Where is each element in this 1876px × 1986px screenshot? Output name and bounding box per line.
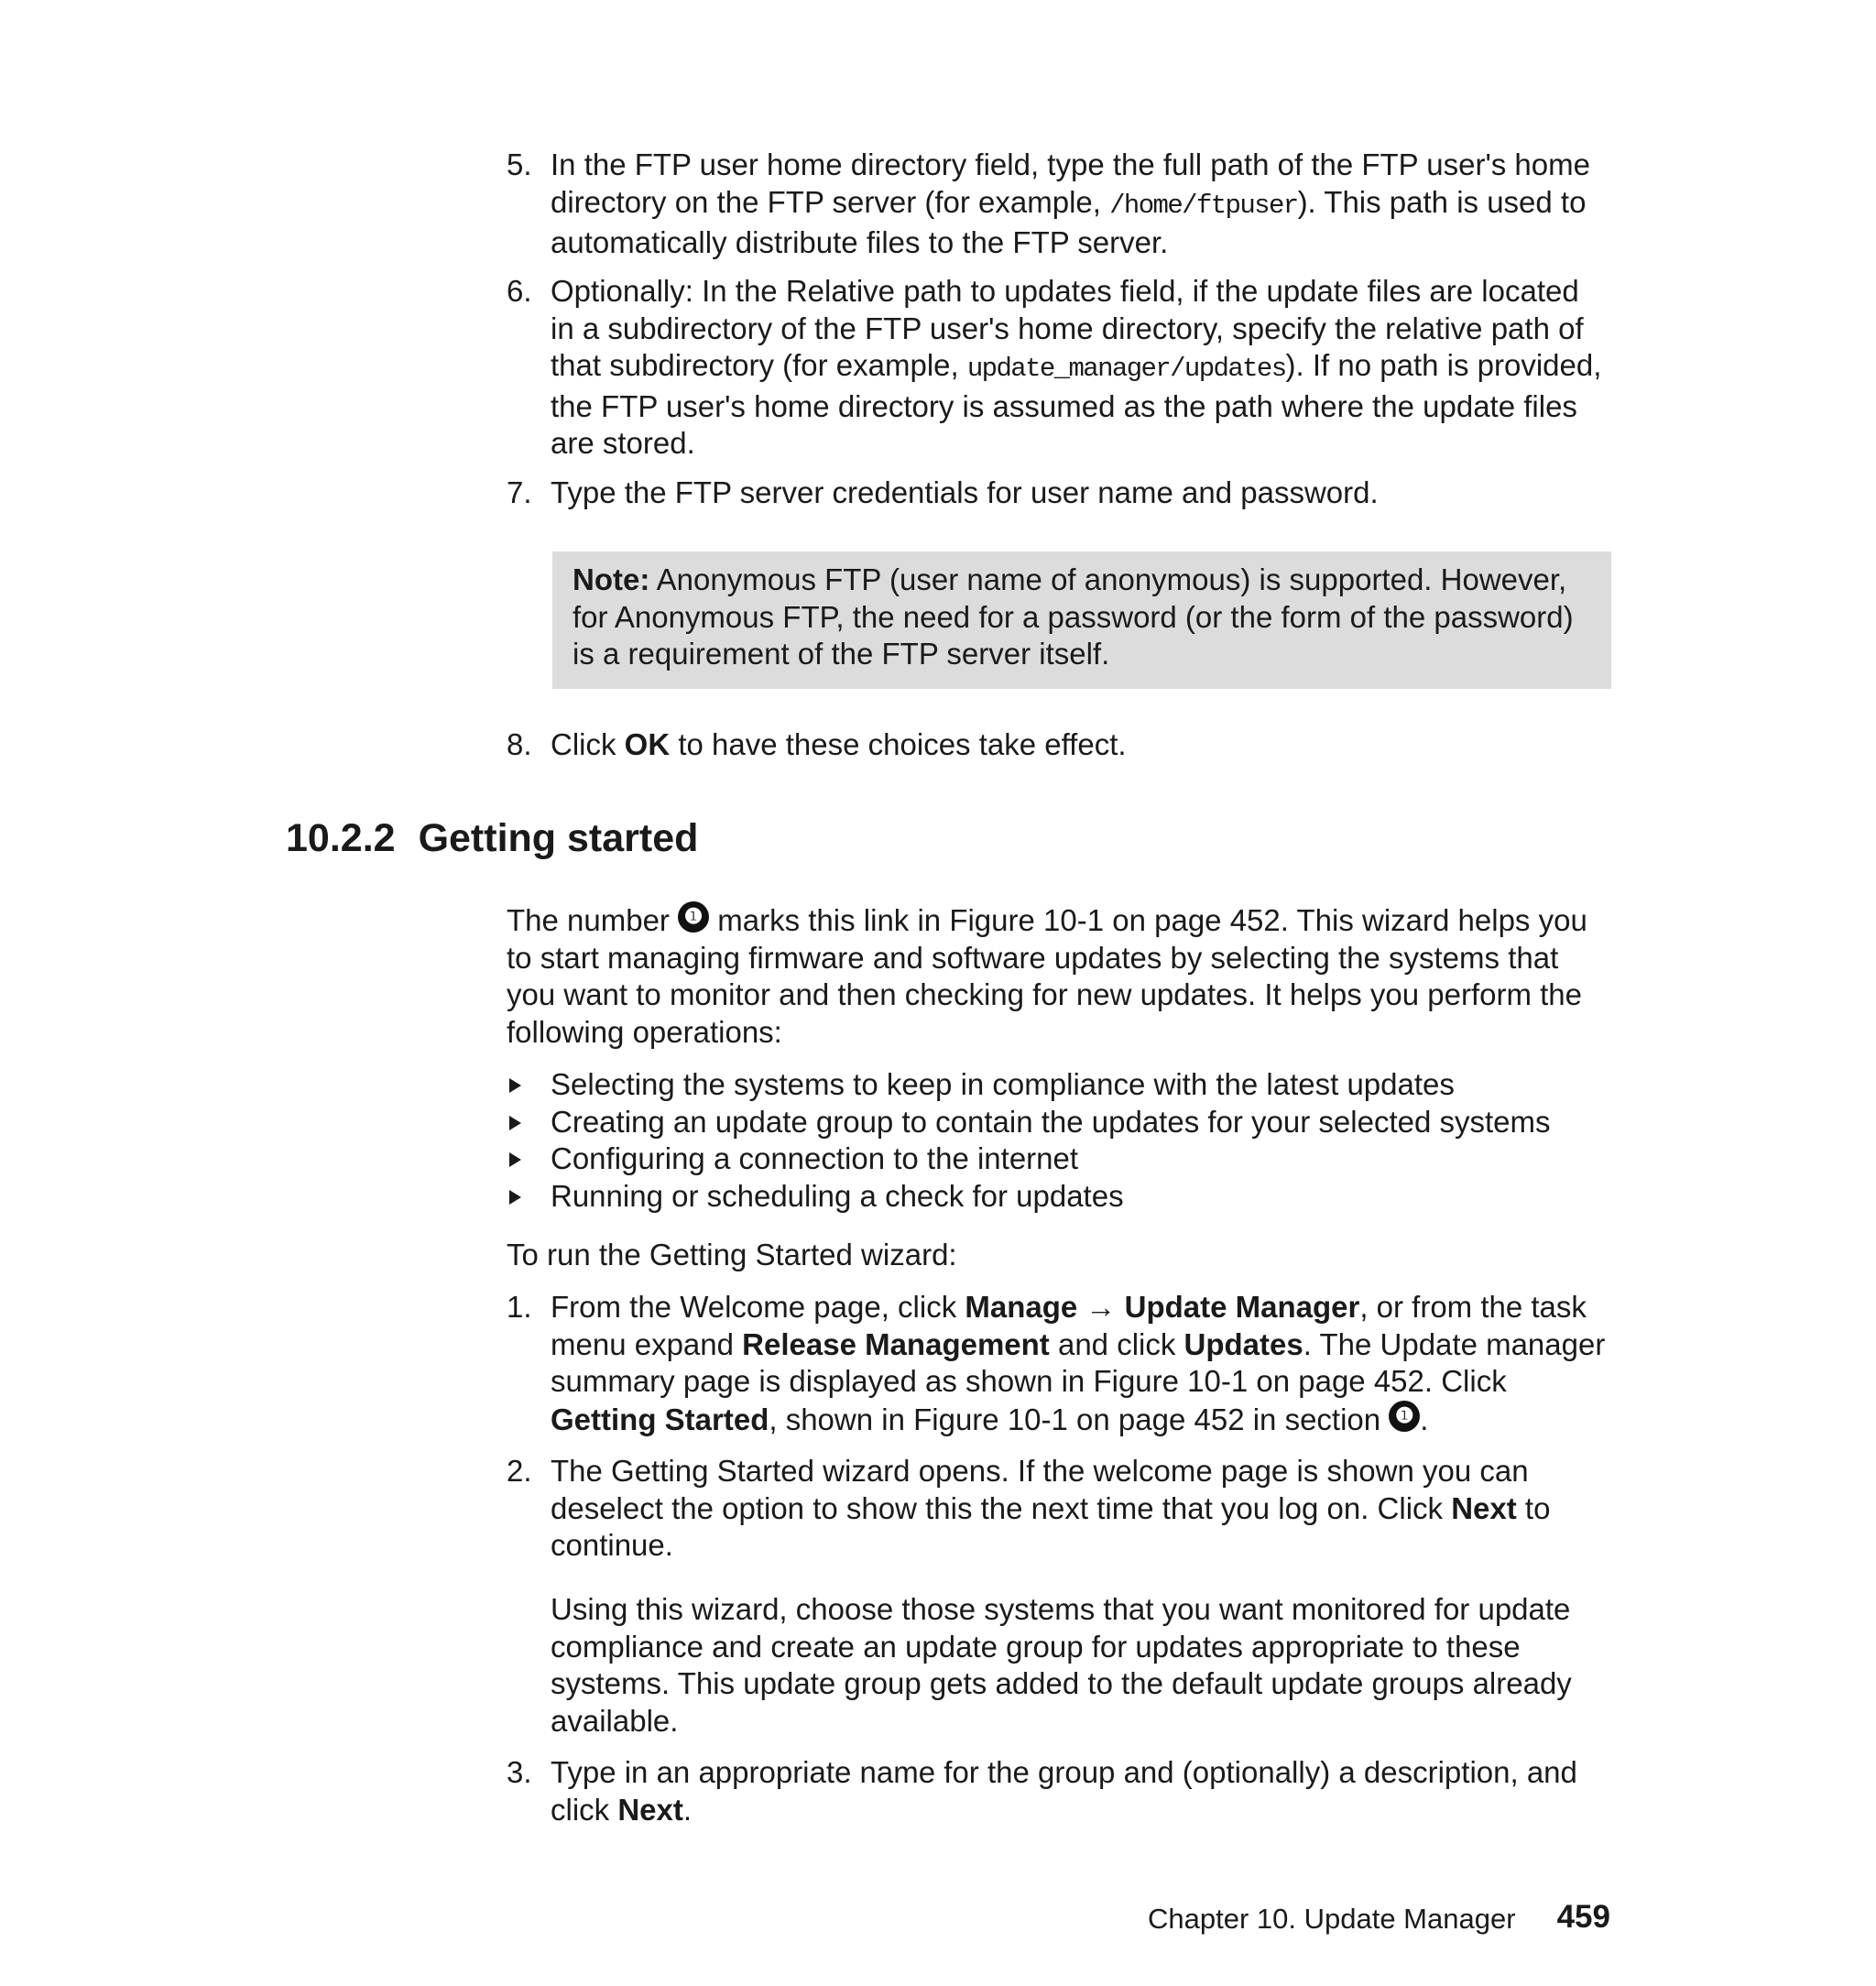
- ok-term: OK: [624, 727, 671, 761]
- list-item: [507, 273, 1610, 463]
- code-path: /home/ftpuser: [1109, 190, 1298, 221]
- step-text: In the FTP user home directory field, type the full path of the FTP user's home directory on the FTP server (for example,: [551, 147, 1590, 219]
- bullet-triangle-icon: [509, 1190, 521, 1205]
- step-text: Click: [551, 727, 625, 761]
- section-heading: [286, 815, 698, 861]
- list-item: [507, 1178, 1610, 1216]
- updates-term: Updates: [1183, 1326, 1303, 1361]
- list-item: [507, 475, 1610, 512]
- run-step-2-paragraph: [551, 1591, 1610, 1740]
- step-number: 5.: [507, 147, 532, 181]
- list-item: [507, 1453, 1610, 1565]
- step-number: 6.: [507, 274, 532, 308]
- step-number: 1.: [507, 1290, 532, 1324]
- list-item: [507, 1289, 1610, 1438]
- next-term: Next: [1451, 1490, 1517, 1525]
- run-intro-text: To run the Getting Started wizard:: [507, 1238, 957, 1271]
- step-number: 2.: [507, 1454, 532, 1488]
- step-7: [507, 475, 1610, 512]
- step-text: .: [682, 1792, 693, 1827]
- bullet-text: Configuring a connection to the internet: [551, 1141, 1079, 1175]
- manage-term: Manage: [965, 1290, 1078, 1324]
- bullet-text: Creating an update group to contain the updates for your selected systems: [551, 1104, 1551, 1139]
- note-text: Anonymous FTP (user name of anonymous) is supported. However, for Anonymous FTP, the need for a password (or the form of the password) is a requirement of the FTP server itself.: [573, 562, 1574, 671]
- section-title: Getting started: [418, 816, 699, 860]
- step-paragraph: Using this wizard, choose those systems that you want monitored for update compliance and create an update group for updates appropriate to these systems. This update group gets added to the default update groups already available.: [551, 1592, 1572, 1738]
- list-item: [507, 726, 1610, 764]
- page-number: 459: [1556, 1899, 1610, 1935]
- step-8: [507, 726, 1610, 764]
- chapter-title: Chapter 10. Update Manager: [1148, 1903, 1516, 1935]
- step-5: [507, 147, 1610, 262]
- step-text: .: [1420, 1402, 1429, 1436]
- list-item: [507, 147, 1610, 262]
- run-step-1: [507, 1289, 1610, 1438]
- list-item: [507, 1140, 1610, 1178]
- list-item: [507, 1104, 1610, 1141]
- run-step-2: [507, 1453, 1610, 1565]
- section-number: 10.2.2: [286, 816, 396, 860]
- update-manager-term: Update Manager: [1124, 1290, 1360, 1324]
- step-number: 3.: [507, 1755, 532, 1789]
- step-text: Type the FTP server credentials for user name and password.: [551, 475, 1379, 509]
- step-text: , or from the task menu expand: [551, 1290, 1587, 1361]
- step-text: The Getting Started wizard opens. If the welcome page is shown you can deselect the option to show this the next time that you log on. Click: [551, 1454, 1529, 1525]
- run-intro: [507, 1237, 1610, 1274]
- bullet-triangle-icon: [509, 1152, 521, 1167]
- step-6: [507, 273, 1610, 463]
- bullet-triangle-icon: [509, 1116, 521, 1130]
- step-text: Optionally: In the Relative path to updates field, if the update files are located in a subdirectory of the FTP user's home directory, specify the relative path of that subdirectory (for example,: [551, 274, 1584, 382]
- bullet-text: Running or scheduling a check for updates: [551, 1178, 1124, 1213]
- arrow-glyph: →: [1077, 1290, 1125, 1324]
- step-text: From the Welcome page, click: [551, 1290, 965, 1324]
- list-item: [507, 1754, 1610, 1828]
- intro-paragraph: [507, 901, 1610, 1051]
- step-text: to continue.: [551, 1490, 1551, 1562]
- getting-started-term: Getting Started: [551, 1402, 769, 1436]
- step-text: ). If no path is provided, the FTP user's home directory is assumed as the path where the update files are stored.: [551, 348, 1602, 460]
- list-item: [507, 1066, 1610, 1104]
- step-text: , shown in Figure 10-1 on page 452 in section: [769, 1402, 1390, 1436]
- step-text: Type in an appropriate name for the group and (optionally) a description, and click: [551, 1755, 1577, 1827]
- step-text: ). This path is used to automatically distribute files to the FTP server.: [551, 184, 1587, 259]
- step-text: to have these choices take effect.: [670, 727, 1127, 761]
- step-number: 7.: [507, 475, 532, 509]
- release-management-term: Release Management: [742, 1326, 1050, 1361]
- intro-text: marks this link in Figure 10-1 on page 452. This wizard helps you to start managing firmware and software updates by selecting the systems that you want to monitor and then checking for new updates. It helps you perform the following operations:: [507, 903, 1587, 1049]
- step-number: 8.: [507, 727, 532, 761]
- next-term: Next: [617, 1792, 683, 1827]
- code-path: update_manager/updates: [966, 354, 1286, 384]
- step-text: . The Update manager summary page is displayed as shown in Figure 10-1 on page 452. Click: [551, 1326, 1606, 1398]
- note-label: Note:: [573, 562, 650, 596]
- bullet-triangle-icon: [509, 1078, 521, 1093]
- callout-marker-icon: ❶: [1389, 1401, 1420, 1432]
- callout-marker-icon: ❶: [678, 901, 709, 933]
- note-box: [552, 551, 1611, 689]
- run-step-3: [507, 1754, 1610, 1828]
- bullet-list: [507, 1066, 1610, 1215]
- step-text: and click: [1049, 1326, 1184, 1361]
- bullet-text: Selecting the systems to keep in compliance with the latest updates: [551, 1067, 1455, 1101]
- intro-text: The number: [507, 903, 679, 937]
